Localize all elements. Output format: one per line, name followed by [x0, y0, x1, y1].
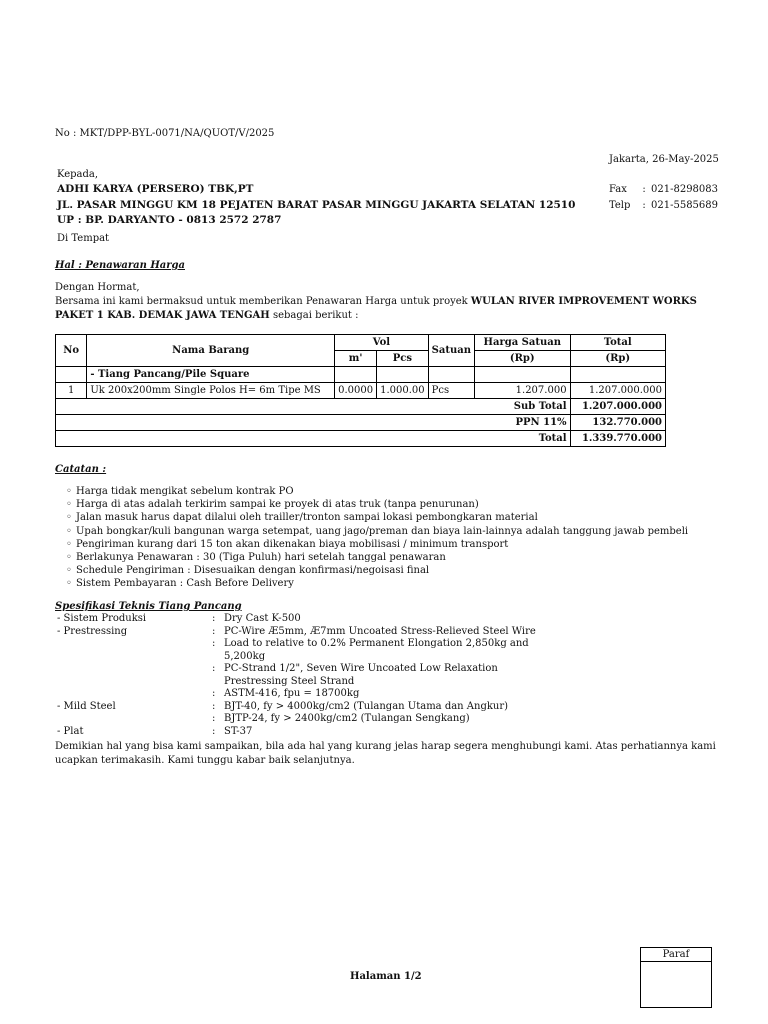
spec-row: - Mild Steel : BJT-40, fy > 4000kg/cm2 (Tulangan Utama dan Angkur): [57, 700, 509, 712]
recipient-address: JL. PASAR MINGGU KM 18 PEJATEN BARAT PASAR MINGGU JAKARTA SELATAN 12510: [57, 199, 576, 211]
header-satuan: Satuan: [428, 335, 474, 367]
ppn-label: PPN 11%: [56, 415, 571, 431]
header-total-unit: (Rp): [570, 351, 665, 367]
salutation: Dengan Hormat,: [55, 282, 140, 293]
spec-row: : PC-Strand 1/2", Seven Wire Uncoated Low Relaxation Prestressing Steel Strand: [212, 663, 498, 687]
notes-list: [66, 485, 688, 591]
spec-row: : ASTM-416, fpu = 18700kg: [212, 688, 360, 699]
table-group-row: [56, 367, 666, 383]
notes-title: Catatan :: [55, 464, 107, 475]
row-satuan: Pcs: [428, 383, 474, 399]
document-number: No : MKT/DPP-BYL-0071/NA/QUOT/V/2025: [55, 128, 275, 139]
subtotal-value: 1.207.000.000: [570, 399, 665, 415]
closing-paragraph: Demikian hal yang bisa kami sampaikan, bila ada hal yang kurang jelas harap segera menghubungi kami. Atas perhatiannya kami ucapkan terimakasih. Kami tunggu kabar baik selanjutnya.: [55, 741, 716, 766]
ppn-row: [56, 415, 666, 431]
group-label: - Tiang Pancang/Pile Square: [87, 367, 335, 383]
list-item: ◦ Berlakunya Penawaran : 30 (Tiga Puluh) hari setelah tanggal penawaran: [66, 551, 688, 564]
spec-row: : Load to relative to 0.2% Permanent Elongation 2,850kg and 5,200kg: [212, 638, 529, 662]
header-total: Total: [570, 335, 665, 351]
telp-colon: :: [642, 200, 646, 211]
recipient-company: ADHI KARYA (PERSERO) TBK,PT: [57, 183, 254, 195]
list-item: ◦ Jalan masuk harus dapat dilalui oleh trailler/tronton sampai lokasi pembongkaran material: [66, 511, 688, 524]
telp-label: Telp: [609, 200, 631, 211]
page-number: Halaman 1/2: [350, 971, 422, 982]
spec-row: - Plat : ST-37: [57, 725, 253, 737]
spec-row: : BJTP-24, fy > 2400kg/cm2 (Tulangan Sengkang): [212, 713, 470, 724]
list-item: ◦ Sistem Pembayaran : Cash Before Delivery: [66, 577, 688, 590]
recipient-attention: UP : BP. DARYANTO - 0813 2572 2787: [57, 214, 282, 226]
opening-text-after: sebagai berikut :: [269, 310, 359, 321]
fax-value: 021-8298083: [651, 184, 719, 195]
row-no: 1: [56, 383, 87, 399]
fax-colon: :: [642, 184, 646, 195]
spec-title: Spesifikasi Teknis Tiang Pancang: [55, 601, 242, 612]
header-no: No: [56, 335, 87, 367]
subtotal-label: Sub Total: [56, 399, 571, 415]
row-m: 0.0000: [335, 383, 377, 399]
place-date: Jakarta, 26-May-2025: [609, 154, 719, 165]
subject: Hal : Penawaran Harga: [55, 260, 185, 271]
grand-total-value: 1.339.770.000: [570, 431, 665, 447]
row-harga: 1.207.000: [475, 383, 571, 399]
opening-paragraph: [55, 295, 715, 323]
header-pcs: Pcs: [377, 351, 429, 367]
fax-label: Fax: [609, 184, 627, 195]
paraf-box: [640, 947, 712, 1008]
header-harga-satuan: Harga Satuan: [475, 335, 571, 351]
grand-total-label: Total: [56, 431, 571, 447]
subtotal-row: [56, 399, 666, 415]
spec-row: - Sistem Produksi : Dry Cast K-500: [57, 613, 301, 624]
header-vol: Vol: [335, 335, 429, 351]
row-nama: Uk 200x200mm Single Polos H= 6m Tipe MS: [87, 383, 335, 399]
opening-text-before: Bersama ini kami bermaksud untuk memberikan Penawaran Harga untuk proyek: [55, 296, 471, 307]
header-nama-barang: Nama Barang: [87, 335, 335, 367]
spec-list: [57, 613, 554, 738]
telp-value: 021-5585689: [651, 200, 719, 211]
row-total: 1.207.000.000: [570, 383, 665, 399]
header-m: m': [335, 351, 377, 367]
list-item: ◦ Harga tidak mengikat sebelum kontrak PO: [66, 485, 688, 498]
project-name: WULAN RIVER IMPROVEMENT WORKS PAKET 1 KAB. DEMAK JAWA TENGAH: [55, 296, 697, 321]
grand-total-row: [56, 431, 666, 447]
recipient-greeting: Kepada,: [57, 169, 99, 180]
price-table: [55, 334, 666, 447]
header-harga-unit: (Rp): [475, 351, 571, 367]
ppn-value: 132.770.000: [570, 415, 665, 431]
table-row: [56, 383, 666, 399]
row-pcs: 1.000.00: [377, 383, 429, 399]
paraf-label: Paraf: [641, 948, 711, 962]
recipient-location: Di Tempat: [57, 233, 110, 244]
contact-block: [609, 184, 718, 216]
list-item: ◦ Upah bongkar/kuli bangunan warga setempat, uang jago/preman dan biaya lain-lainnya adalah tanggung jawab pembeli: [66, 525, 688, 538]
table-header-row: [56, 335, 666, 351]
list-item: ◦ Pengiriman kurang dari 15 ton akan dikenakan biaya mobilisasi / minimum transport: [66, 538, 688, 551]
spec-row: - Prestressing : PC-Wire Æ5mm, Æ7mm Uncoated Stress-Relieved Steel Wire: [57, 625, 536, 637]
list-item: ◦ Schedule Pengiriman : Disesuaikan dengan konfirmasi/negoisasi final: [66, 564, 688, 577]
list-item: ◦ Harga di atas adalah terkirim sampai ke proyek di atas truk (tanpa penurunan): [66, 498, 688, 511]
